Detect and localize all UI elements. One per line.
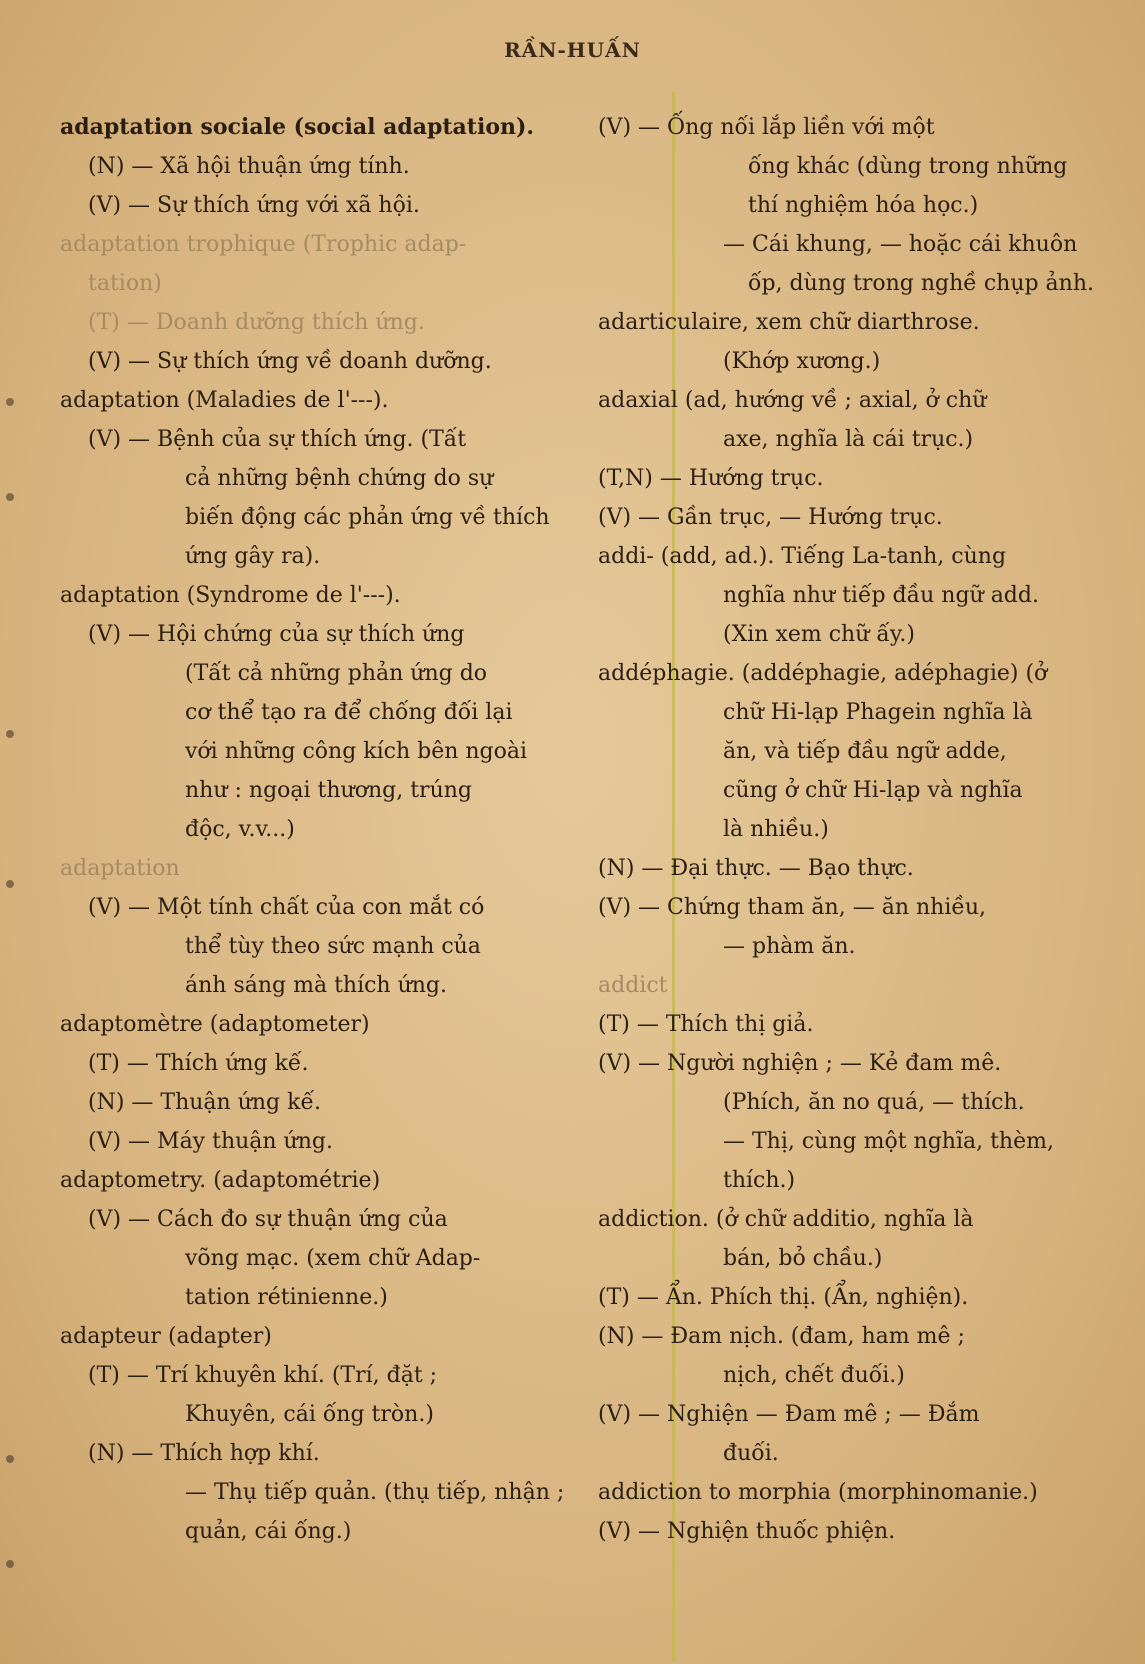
dictionary-line: cơ thể tạo ra để chống đối lại — [185, 700, 513, 725]
dictionary-line: ống khác (dùng trong những — [748, 154, 1068, 179]
dictionary-line: (N) — Thuận ứng kế. — [88, 1090, 321, 1115]
dictionary-line: (Tất cả những phản ứng do — [185, 661, 488, 686]
dictionary-line: (T) — Thích ứng kế. — [88, 1051, 309, 1076]
margin-dot-mark — [6, 880, 14, 888]
dictionary-line: (N) — Đam nịch. (đam, ham mê ; — [598, 1324, 965, 1349]
dictionary-line: tation rétinienne.) — [185, 1285, 388, 1310]
dictionary-line: nghĩa như tiếp đầu ngữ add. — [723, 583, 1039, 608]
dictionary-line: Khuyên, cái ống tròn.) — [185, 1402, 434, 1427]
dictionary-line: adapteur (adapter) — [60, 1324, 272, 1349]
dictionary-line: addi- (add, ad.). Tiếng La-tanh, cùng — [598, 544, 1007, 569]
dictionary-line: axe, nghĩa là cái trục.) — [723, 427, 974, 452]
dictionary-line: cả những bệnh chứng do sự — [185, 466, 494, 491]
dictionary-line: tation) — [88, 271, 162, 296]
dictionary-line: quản, cái ống.) — [185, 1519, 352, 1544]
dictionary-line: (V) — Sự thích ứng với xã hội. — [88, 193, 420, 218]
dictionary-line: thí nghiệm hóa học.) — [748, 193, 979, 218]
dictionary-line: (T,N) — Hướng trục. — [598, 466, 824, 491]
dictionary-line: biến động các phản ứng về thích — [185, 505, 550, 530]
dictionary-line: adaptation trophique (Trophic adap- — [60, 232, 467, 257]
dictionary-line: (V) — Sự thích ứng về doanh dưỡng. — [88, 349, 492, 374]
dictionary-line: ánh sáng mà thích ứng. — [185, 973, 448, 998]
page-header: RẦN-HUẤN — [504, 38, 641, 62]
dictionary-line: (V) — Nghiện — Đam mê ; — Đắm — [598, 1402, 980, 1427]
dictionary-line: như : ngoại thương, trúng — [185, 778, 472, 803]
dictionary-line: adaptation (Maladies de l'---). — [60, 388, 389, 413]
dictionary-line: addiction. (ở chữ additio, nghĩa là — [598, 1207, 974, 1232]
margin-dot-mark — [6, 493, 14, 501]
dictionary-line: — phàm ăn. — [723, 934, 856, 959]
dictionary-line: đuối. — [723, 1441, 779, 1466]
dictionary-line: chữ Hi-lạp Phagein nghĩa là — [723, 700, 1033, 725]
dictionary-line: là nhiều.) — [723, 817, 829, 842]
dictionary-line: (Khớp xương.) — [723, 349, 881, 374]
dictionary-line: (V) — Máy thuận ứng. — [88, 1129, 333, 1154]
dictionary-line: adaptometry. (adaptométrie) — [60, 1168, 381, 1193]
dictionary-line: nịch, chết đuối.) — [723, 1363, 905, 1388]
dictionary-line: (V) — Bệnh của sự thích ứng. (Tất — [88, 427, 467, 452]
dictionary-line: bán, bỏ chầu.) — [723, 1246, 883, 1271]
dictionary-line: addiction to morphia (morphinomanie.) — [598, 1480, 1038, 1505]
dictionary-line: (T) — Doanh dưỡng thích ứng. — [88, 310, 425, 335]
dictionary-line: (T) — Ẩn. Phích thị. (Ẩn, nghiện). — [598, 1285, 969, 1310]
dictionary-line: độc, v.v...) — [185, 817, 295, 842]
dictionary-line: (Xin xem chữ ấy.) — [723, 622, 915, 647]
dictionary-line: (V) — Ống nối lắp liền với một — [598, 115, 935, 140]
dictionary-line: adaptation (Syndrome de l'---). — [60, 583, 401, 608]
dictionary-line: — Thụ tiếp quản. (thụ tiếp, nhận ; — [185, 1480, 565, 1505]
dictionary-line: — Cái khung, — hoặc cái khuôn — [723, 232, 1078, 257]
dictionary-line: adaxial (ad, hướng về ; axial, ở chữ — [598, 388, 987, 413]
dictionary-line: (V) — Người nghiện ; — Kẻ đam mê. — [598, 1051, 1002, 1076]
dictionary-line: ốp, dùng trong nghề chụp ảnh. — [748, 271, 1095, 296]
dictionary-line: adarticulaire, xem chữ diarthrose. — [598, 310, 980, 335]
dictionary-line: (N) — Xã hội thuận ứng tính. — [88, 154, 410, 179]
margin-dot-mark — [6, 1560, 14, 1568]
dictionary-line: ứng gây ra). — [185, 544, 321, 569]
right-column — [598, 108, 1108, 1551]
dictionary-line: (N) — Đại thực. — Bạo thực. — [598, 856, 914, 881]
margin-dot-mark — [6, 730, 14, 738]
dictionary-line: adaptation — [60, 856, 180, 881]
dictionary-line: (V) — Hội chứng của sự thích ứng — [88, 622, 465, 647]
dictionary-line: (T) — Thích thị giả. — [598, 1012, 814, 1037]
dictionary-line: cũng ở chữ Hi-lạp và nghĩa — [723, 778, 1023, 803]
dictionary-line: adaptation sociale (social adaptation). — [60, 114, 535, 140]
dictionary-line: với những công kích bên ngoài — [185, 739, 528, 764]
dictionary-line: (V) — Chứng tham ăn, — ăn nhiều, — [598, 895, 987, 920]
dictionary-line: — Thị, cùng một nghĩa, thèm, — [723, 1129, 1054, 1154]
dictionary-line: ăn, và tiếp đầu ngữ adde, — [723, 739, 1007, 764]
dictionary-line: võng mạc. (xem chữ Adap- — [185, 1246, 481, 1271]
dictionary-line: (V) — Gần trục, — Hướng trục. — [598, 505, 943, 530]
dictionary-line: thể tùy theo sức mạnh của — [185, 934, 481, 959]
dictionary-line: thích.) — [723, 1168, 796, 1193]
dictionary-line: addéphagie. (addéphagie, adéphagie) (ở — [598, 661, 1048, 686]
dictionary-line: (T) — Trí khuyên khí. (Trí, đặt ; — [88, 1363, 438, 1388]
margin-dot-mark — [6, 1455, 14, 1463]
dictionary-line: (Phích, ăn no quá, — thích. — [723, 1090, 1025, 1115]
dictionary-line: (N) — Thích hợp khí. — [88, 1441, 320, 1466]
dictionary-line: (V) — Nghiện thuốc phiện. — [598, 1519, 896, 1544]
dictionary-line: adaptomètre (adaptometer) — [60, 1012, 370, 1037]
left-column — [60, 108, 570, 1551]
dictionary-line: (V) — Một tính chất của con mắt có — [88, 895, 485, 920]
margin-dot-mark — [6, 398, 14, 406]
dictionary-line: addict — [598, 973, 668, 998]
dictionary-line: (V) — Cách đo sự thuận ứng của — [88, 1207, 448, 1232]
